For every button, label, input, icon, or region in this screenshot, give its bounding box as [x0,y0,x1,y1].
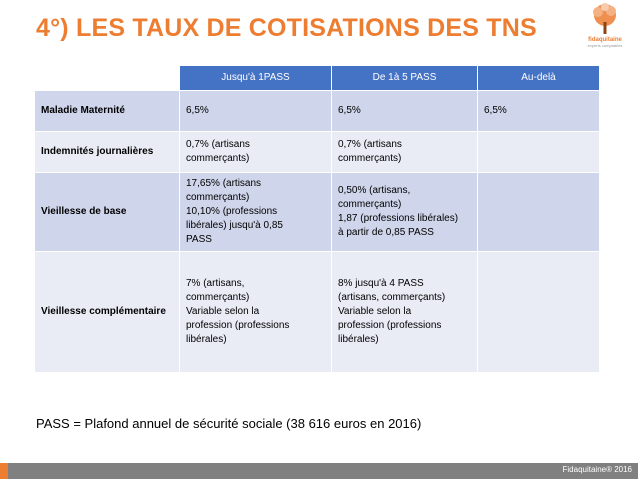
table-cell: 0,50% (artisans, commerçants) 1,87 (professions libérales) à partir de 0,85 PASS [332,173,478,252]
footer-copyright: Fidaquitaine® 2016 [562,465,632,474]
logo-subtext: experts comptables [587,43,623,48]
footer-bar [0,463,638,479]
company-logo [580,2,630,50]
table-cell: 7% (artisans, commerçants) Variable selon la profession (professions libérales) [180,252,332,373]
table-cell: 6,5% [332,91,478,132]
pass-definition-note: PASS = Plafond annuel de sécurité sociale (38 616 euros en 2016) [36,416,422,431]
table-cell: 0,7% (artisans commerçants) [332,132,478,173]
table-cell [478,132,600,173]
table-cell: 6,5% [478,91,600,132]
table-cell: 17,65% (artisans commerçants) 10,10% (professions libérales) jusqu'à 0,85 PASS [180,173,332,252]
header-up-to-1-pass: Jusqu'à 1PASS [180,66,332,91]
table-row [35,132,600,173]
table-header-row [35,66,600,91]
table-row [35,91,600,132]
row-label: Maladie Maternité [35,91,180,132]
table-row [35,173,600,252]
table-cell: 6,5% [180,91,332,132]
row-label: Indemnités journalières [35,132,180,173]
logo-text: fidaquitaine [588,37,622,43]
row-label: Vieillesse complémentaire [35,252,180,373]
header-beyond: Au-delà [478,66,600,91]
table-cell: 8% jusqu'à 4 PASS (artisans, commerçants) Variable selon la profession (professions libérales) [332,252,478,373]
row-label: Vieillesse de base [35,173,180,252]
footer-accent [0,463,8,479]
contributions-table [34,65,600,373]
table-cell [478,173,600,252]
table-row [35,252,600,373]
tree-icon [580,2,630,38]
table-cell: 0,7% (artisans commerçants) [180,132,332,173]
table-cell [478,252,600,373]
header-corner [35,66,180,91]
page-title: 4°) LES TAUX DE COTISATIONS DES TNS [36,14,537,42]
header-1-to-5-pass: De 1à 5 PASS [332,66,478,91]
